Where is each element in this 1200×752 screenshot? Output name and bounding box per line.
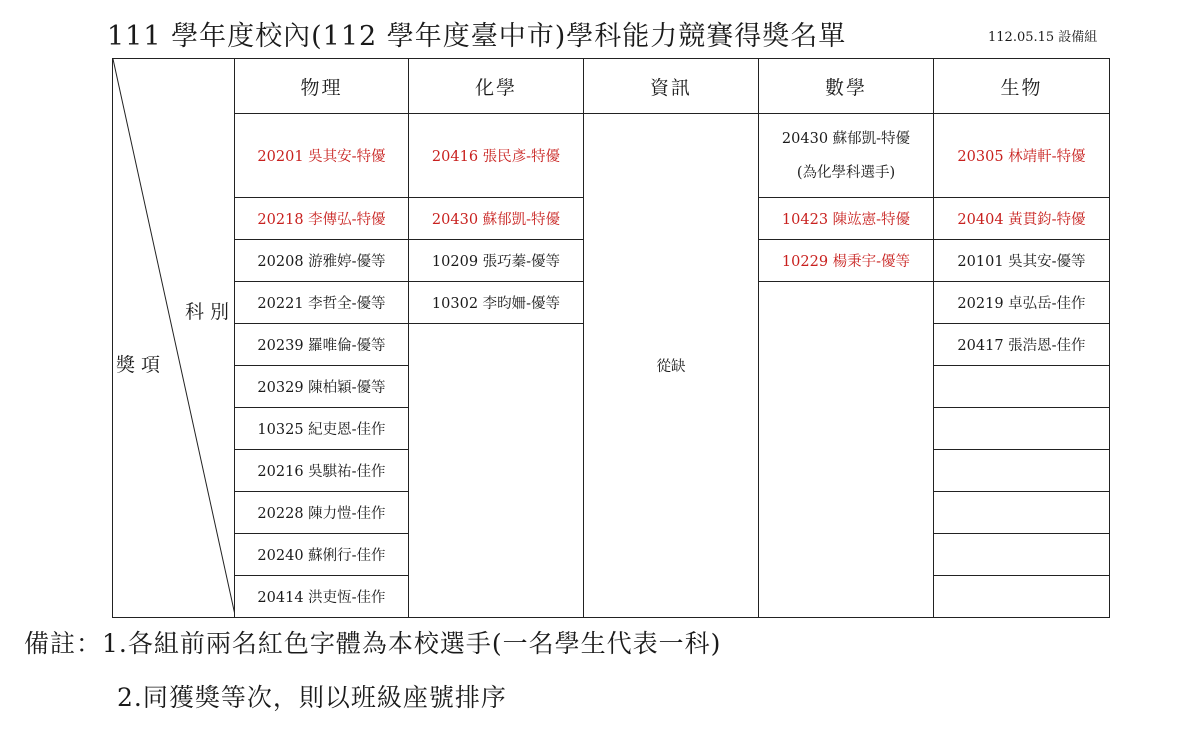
physics-cell: 20216 吳騏祐-佳作 — [235, 450, 409, 492]
header-row — [113, 59, 1110, 114]
biology-cell: 20404 黃貫鈞-特優 — [934, 198, 1110, 240]
corner-cell — [113, 59, 235, 618]
physics-cell: 20228 陳力愷-佳作 — [235, 492, 409, 534]
biology-empty-cell — [934, 576, 1110, 618]
biology-empty-cell — [934, 408, 1110, 450]
physics-cell: 20240 蘇俐行-佳作 — [235, 534, 409, 576]
info-cell: 從缺 — [584, 114, 759, 618]
biology-empty-cell — [934, 450, 1110, 492]
note-line-2: 2.同獲獎等次，則以班級座號排序 — [117, 683, 507, 712]
chemistry-cell: 10302 李昀姍-優等 — [409, 282, 584, 324]
awards-table — [112, 58, 1110, 618]
physics-cell: 20414 洪吏恆-佳作 — [235, 576, 409, 618]
column-header-physics: 物理 — [235, 59, 409, 114]
column-header-info: 資訊 — [584, 59, 759, 114]
physics-cell: 20329 陳柏穎-優等 — [235, 366, 409, 408]
chemistry-cell: 20416 張民彥-特優 — [409, 114, 584, 198]
biology-cell: 20219 卓弘岳-佳作 — [934, 282, 1110, 324]
award-label: 獎項 — [116, 354, 167, 376]
column-header-math: 數學 — [759, 59, 934, 114]
column-header-chemistry: 化學 — [409, 59, 584, 114]
physics-cell: 20221 李哲全-優等 — [235, 282, 409, 324]
biology-empty-cell — [934, 492, 1110, 534]
math-first-note: (為化學科選手) — [796, 164, 896, 181]
math-empty-cell — [759, 282, 934, 618]
chemistry-cell: 20430 蘇郁凱-特優 — [409, 198, 584, 240]
physics-cell: 10325 紀吏恩-佳作 — [235, 408, 409, 450]
note-line-1: 備註：1.各組前兩名紅色字體為本校選手(一名學生代表一科) — [24, 629, 722, 658]
physics-cell: 20201 吳其安-特優 — [235, 114, 409, 198]
biology-empty-cell — [934, 534, 1110, 576]
page-title: 111 學年度校內(112 學年度臺中市)學科能力競賽得獎名單 — [107, 21, 847, 52]
math-cell: 10423 陳竑憲-特優 — [759, 198, 934, 240]
biology-empty-cell — [934, 366, 1110, 408]
biology-cell: 20417 張浩恩-佳作 — [934, 324, 1110, 366]
physics-cell: 20218 李傳弘-特優 — [235, 198, 409, 240]
date-department: 112.05.15 設備組 — [988, 30, 1098, 45]
chemistry-empty-cell — [409, 324, 584, 618]
biology-cell: 20305 林靖軒-特優 — [934, 114, 1110, 198]
column-header-biology: 生物 — [934, 59, 1110, 114]
physics-cell: 20208 游雅婷-優等 — [235, 240, 409, 282]
subject-label: 科別 — [185, 301, 236, 323]
math-cell: 10229 楊秉宇-優等 — [759, 240, 934, 282]
diagonal-divider — [113, 59, 235, 615]
physics-cell: 20239 羅唯倫-優等 — [235, 324, 409, 366]
math-cell — [759, 114, 934, 198]
table-row — [113, 114, 1110, 198]
biology-cell: 20101 吳其安-優等 — [934, 240, 1110, 282]
math-first-line: 20430 蘇郁凱-特優 — [781, 130, 911, 147]
chemistry-cell: 10209 張巧蓁-優等 — [409, 240, 584, 282]
